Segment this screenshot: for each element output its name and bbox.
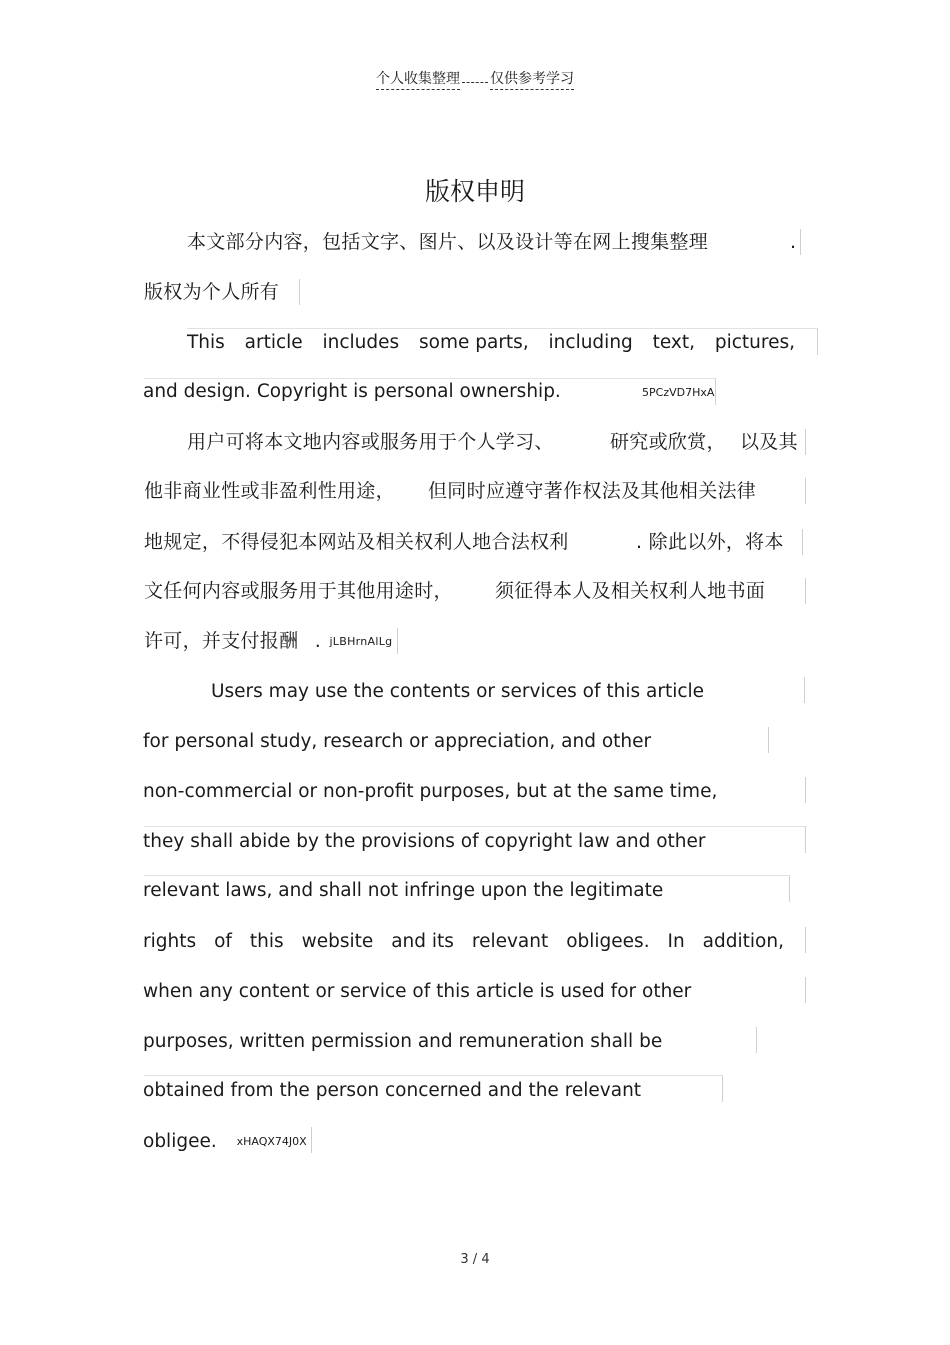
zh-para1-line1-end: . bbox=[790, 231, 797, 253]
zh-para2-line1a: 用户可将本文地内容或服务用于个人学习、 bbox=[187, 431, 554, 453]
en-para1-line2: and design. Copyright is personal ownership. bbox=[143, 381, 561, 402]
en-para2-line8: purposes, written permission and remuneration shall be bbox=[143, 1031, 663, 1052]
zh-para2-line4a: 文任何内容或服务用于其他用途时， bbox=[144, 580, 453, 602]
zh-para2-code: jLBHrnAlLg bbox=[329, 634, 393, 648]
zh-para1-line1: 本文部分内容，包括文字、图片、以及设计等在网上搜集整理 bbox=[187, 231, 709, 253]
zh-para2-line1c: 以及其 bbox=[740, 431, 798, 453]
header-separator bbox=[462, 80, 488, 83]
box-edge bbox=[802, 529, 803, 555]
page-header bbox=[0, 68, 950, 88]
box-edge bbox=[805, 777, 806, 803]
zh-para2-line1b: 研究或欣赏， bbox=[610, 431, 726, 453]
box-edge bbox=[299, 279, 300, 305]
en-para2-line3: non-commercial or non-profit purposes, but at the same time, bbox=[143, 781, 718, 802]
box-edge bbox=[397, 628, 398, 654]
zh-para2-line3b: . 除此以外，将本 bbox=[636, 531, 784, 553]
en-para2-line9: obtained from the person concerned and the relevant bbox=[143, 1080, 642, 1101]
zh-para2-line2b: 但同时应遵守著作权法及其他相关法律 bbox=[428, 480, 757, 502]
box-edge bbox=[756, 1027, 757, 1053]
header-right-text: 仅供参考学习 bbox=[490, 71, 574, 90]
en-para2-line5: relevant laws, and shall not infringe upon the legitimate bbox=[143, 880, 664, 901]
en-para2-line4: they shall abide by the provisions of copyright law and other bbox=[143, 831, 706, 852]
en-para2-line2: for personal study, research or appreciation, and other bbox=[143, 731, 652, 752]
en-para1-code: 5PCzVD7HxA bbox=[642, 386, 715, 399]
en-para2-code: xHAQX74J0X bbox=[236, 1135, 307, 1148]
header-left-text: 个人收集整理 bbox=[376, 71, 460, 90]
box-edge bbox=[311, 1127, 312, 1153]
box-edge bbox=[805, 977, 806, 1003]
page-indicator: 3 / 4 bbox=[460, 1252, 490, 1267]
box-edge bbox=[805, 578, 806, 604]
box-edge bbox=[800, 229, 801, 255]
zh-para2-line3a: 地规定，不得侵犯本网站及相关权利人地合法权利 bbox=[144, 531, 569, 553]
box-edge bbox=[805, 478, 806, 504]
zh-para1-line2: 版权为个人所有 bbox=[144, 281, 280, 303]
en-para2-line6: rights of this website and its relevant obligees. In addition, bbox=[143, 931, 784, 952]
page-title: 版权申明 bbox=[424, 177, 525, 206]
box-edge bbox=[768, 727, 769, 753]
box-edge bbox=[804, 677, 805, 703]
zh-para2-line5: 许可，并支付报酬 . jLBHrnAlLg bbox=[144, 630, 393, 652]
box-edge bbox=[805, 927, 806, 953]
en-para1-line1: This article includes some parts, including text, pictures, bbox=[187, 332, 795, 353]
box-edge bbox=[805, 429, 806, 455]
zh-para2-line4b: 须征得本人及相关权利人地书面 bbox=[495, 580, 766, 602]
zh-para2-line2a: 他非商业性或非盈利性用途， bbox=[144, 480, 395, 502]
en-para2-line10: obligee. xHAQX74J0X bbox=[143, 1131, 307, 1152]
en-para2-line7: when any content or service of this article is used for other bbox=[143, 981, 692, 1002]
en-para2-line1: Users may use the contents or services of this article bbox=[211, 681, 705, 702]
